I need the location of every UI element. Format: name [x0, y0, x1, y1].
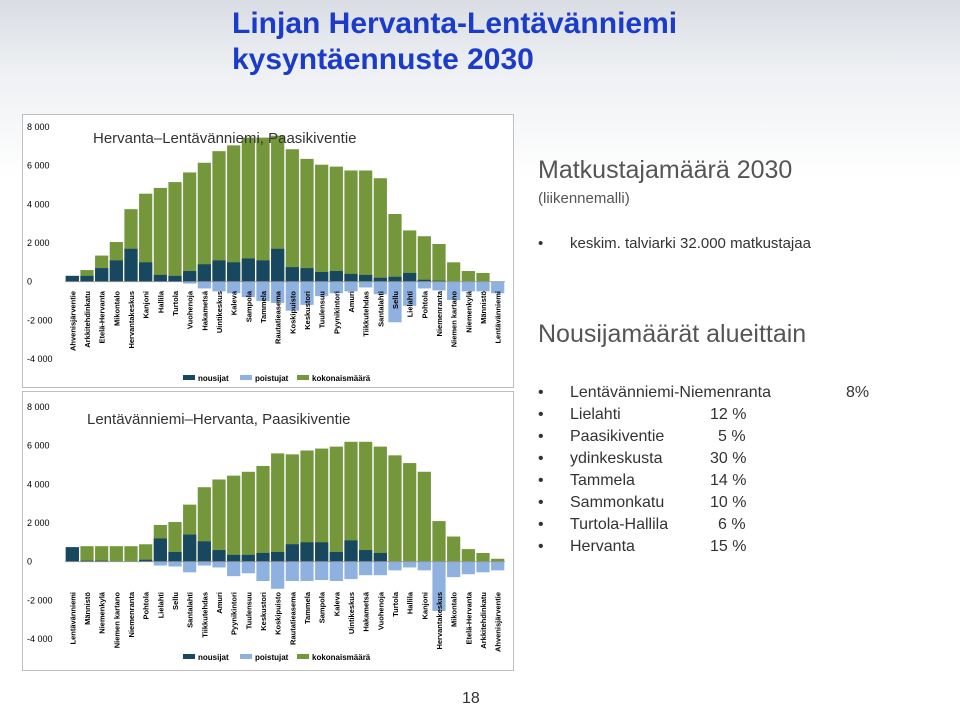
bar-nousijat — [286, 267, 299, 282]
bar-nousijat — [124, 249, 137, 282]
category-label: Ahvenisjärventie — [493, 592, 503, 653]
bar-nousijat — [300, 268, 313, 282]
category-label: Lentävänniemi — [493, 290, 503, 344]
share-item — [538, 538, 771, 560]
bar-nousijat — [286, 544, 299, 561]
legend-label: nousijat — [198, 653, 229, 662]
bar-poistujat — [344, 562, 357, 579]
bar-kokonaismaara — [286, 149, 299, 281]
y-tick-label: 6 000 — [27, 160, 50, 171]
category-label: Amuri — [215, 592, 224, 614]
bar-nousijat — [154, 275, 167, 282]
bar-kokonaismaara — [154, 188, 167, 282]
legend-swatch — [183, 375, 195, 380]
share-item-name: Turtola-Hallila — [570, 516, 669, 533]
bar-nousijat — [139, 262, 152, 281]
legend-swatch — [297, 375, 309, 380]
category-label: Rautatieasema — [288, 592, 298, 645]
chart-title: Hervanta–Lentävänniemi, Paasikiventie — [93, 130, 357, 147]
bar-poistujat — [271, 562, 284, 589]
category-label: Niemen kartano — [112, 592, 122, 649]
category-label: Tuulensuu — [317, 291, 327, 329]
bar-poistujat — [227, 562, 240, 577]
bar-nousijat — [168, 552, 181, 562]
share-item — [538, 384, 870, 406]
category-label: Niemenranta — [435, 291, 444, 337]
category-label: Sampola — [317, 592, 327, 624]
category-label: Koskipuisto — [288, 291, 298, 334]
category-label: Turtola — [391, 592, 400, 617]
bar-poistujat — [242, 562, 255, 574]
bar-nousijat — [227, 555, 240, 562]
legend-label: nousijat — [198, 374, 229, 383]
bar-kokonaismaara — [168, 182, 181, 282]
share-item-name: Hervanta — [570, 538, 635, 555]
y-tick-label: 4 000 — [27, 199, 50, 210]
chart-svg-hervanta-lentavanniemi — [23, 115, 513, 387]
category-label: Kanjoni — [141, 291, 151, 319]
category-label: Santalahti — [376, 291, 386, 327]
category-label: Hervantakeskus — [435, 592, 444, 650]
bullet-dot-icon: • — [538, 472, 544, 489]
bar-poistujat — [447, 562, 460, 577]
bar-nousijat — [359, 275, 372, 282]
category-label: Arkkitehdinkatu — [83, 291, 92, 348]
bar-nousijat — [95, 268, 108, 282]
category-label: Niemenkylä — [97, 592, 107, 634]
category-label: Pohtola — [420, 291, 430, 319]
bar-poistujat — [212, 562, 225, 568]
bar-nousijat — [198, 264, 211, 281]
bar-kokonaismaara — [432, 244, 445, 282]
bar-nousijat — [256, 553, 269, 562]
bar-poistujat — [418, 562, 431, 571]
category-label: Vuohenoja — [185, 291, 195, 330]
bar-nousijat — [300, 542, 313, 561]
bar-kokonaismaara — [110, 546, 123, 561]
bullet-dot-icon: • — [538, 494, 544, 511]
boardings-share-list — [538, 384, 870, 560]
bar-nousijat — [80, 276, 93, 282]
bar-nousijat — [212, 550, 225, 562]
bar-poistujat — [300, 562, 313, 581]
bar-kokonaismaara — [447, 537, 460, 562]
bar-kokonaismaara — [344, 171, 357, 282]
bar-poistujat — [476, 282, 489, 292]
bar-nousijat — [374, 278, 387, 282]
bar-nousijat — [344, 540, 357, 561]
bar-kokonaismaara — [242, 472, 255, 562]
bullet-dot-icon: • — [538, 235, 544, 252]
category-label: Sellu — [391, 291, 400, 309]
category-label: Rautatieasema — [273, 291, 283, 344]
bar-poistujat — [462, 282, 475, 292]
share-item-value: 6 % — [718, 516, 746, 533]
bar-nousijat — [315, 272, 328, 282]
bar-poistujat — [315, 562, 328, 580]
bar-nousijat — [330, 552, 343, 562]
share-item — [538, 428, 771, 450]
bar-kokonaismaara — [388, 214, 401, 282]
bar-kokonaismaara — [124, 546, 137, 561]
legend-label: poistujat — [255, 653, 289, 662]
category-label: Pohtola — [141, 592, 151, 620]
share-item-value: 10 % — [710, 494, 747, 511]
bar-poistujat — [286, 562, 299, 581]
legend-swatch — [240, 654, 252, 659]
bar-kokonaismaara — [403, 463, 416, 562]
average-weekday-text: keskim. talviarki 32.000 matkustajaa — [570, 235, 811, 252]
y-tick-label: -2 000 — [27, 595, 53, 606]
category-label: Ahvenisjärventie — [68, 291, 78, 352]
bar-poistujat — [418, 282, 431, 289]
bar-nousijat — [330, 271, 343, 282]
bar-kokonaismaara — [476, 273, 489, 282]
bar-kokonaismaara — [359, 171, 372, 282]
bar-nousijat — [66, 547, 79, 562]
bar-kokonaismaara — [80, 546, 93, 561]
legend-label: kokonaismäärä — [312, 653, 371, 662]
category-label: Lentävänniemi — [68, 592, 78, 645]
category-label: Santalahti — [185, 592, 195, 628]
category-label: Sampola — [244, 291, 254, 323]
bar-poistujat — [198, 562, 211, 566]
bar-nousijat — [271, 249, 284, 282]
bar-poistujat — [432, 282, 445, 291]
bar-nousijat — [168, 276, 181, 282]
category-label: Mikontalo — [112, 291, 122, 326]
bar-nousijat — [110, 260, 123, 281]
bar-nousijat — [271, 552, 284, 562]
category-label: Hervantakeskus — [127, 291, 136, 349]
chart-svg-lentavanniemi-hervanta — [23, 392, 513, 670]
bar-nousijat — [198, 541, 211, 561]
bar-nousijat — [256, 260, 269, 281]
chart-title: Lentävänniemi–Hervanta, Paasikiventie — [87, 411, 351, 428]
category-label: Lielahti — [156, 592, 166, 619]
bar-kokonaismaara — [491, 559, 504, 562]
bar-kokonaismaara — [95, 546, 108, 561]
bar-poistujat — [476, 562, 489, 573]
y-tick-label: 8 000 — [27, 122, 50, 132]
bar-kokonaismaara — [462, 271, 475, 282]
category-label: Keskustori — [259, 592, 268, 631]
y-tick-label: -2 000 — [27, 315, 53, 326]
bar-poistujat — [403, 562, 416, 568]
bar-poistujat — [330, 562, 343, 581]
bar-poistujat — [256, 562, 269, 581]
share-item — [538, 494, 771, 516]
category-label: Kanjoni — [420, 592, 430, 620]
bar-poistujat — [183, 562, 196, 573]
share-item-value: 15 % — [710, 538, 747, 555]
y-tick-label: 0 — [27, 276, 33, 287]
bar-nousijat — [403, 273, 416, 282]
passenger-count-heading: Matkustajamäärä 2030 — [538, 156, 793, 184]
bar-kokonaismaara — [432, 521, 445, 562]
category-label: Kaleva — [229, 291, 239, 316]
category-label: Tammela — [259, 291, 268, 323]
legend-label: poistujat — [255, 374, 289, 383]
bar-kokonaismaara — [271, 453, 284, 561]
category-label: Arkkitehdinkatu — [479, 592, 488, 649]
bar-kokonaismaara — [374, 447, 387, 562]
bar-nousijat — [315, 542, 328, 561]
average-weekday-bullet — [538, 235, 811, 252]
category-label: Männistö — [83, 592, 92, 625]
bar-nousijat — [344, 274, 357, 282]
slide-title — [232, 6, 832, 78]
bar-poistujat — [388, 562, 401, 571]
chart-lentavanniemi-hervanta — [22, 391, 514, 671]
share-item — [538, 406, 771, 428]
bullet-dot-icon: • — [538, 428, 544, 445]
bar-kokonaismaara — [476, 553, 489, 562]
bar-kokonaismaara — [418, 472, 431, 562]
bar-kokonaismaara — [462, 549, 475, 562]
bar-nousijat — [388, 277, 401, 282]
bar-nousijat — [242, 555, 255, 562]
bar-poistujat — [359, 282, 372, 288]
bullet-dot-icon: • — [538, 384, 544, 401]
y-tick-label: 2 000 — [27, 238, 50, 248]
bar-nousijat — [242, 258, 255, 281]
bullet-dot-icon: • — [538, 450, 544, 467]
category-label: Pyynikintori — [229, 592, 239, 635]
bar-poistujat — [154, 562, 167, 566]
y-tick-label: 8 000 — [27, 402, 50, 412]
share-item-name: Sammonkatu — [570, 494, 665, 511]
bar-kokonaismaara — [447, 262, 460, 281]
category-label: Tuulensuu — [244, 592, 254, 630]
category-label: Etelä-Hervanta — [97, 291, 107, 344]
bar-poistujat — [198, 282, 211, 289]
share-item-name: Lentävänniemi-Niemenranta — [570, 384, 771, 401]
category-label: Niemen kartano — [449, 291, 459, 348]
category-label: Uintikeskus — [347, 592, 356, 635]
category-label: Tiikkutehdas — [361, 291, 371, 337]
category-label: Niemenranta — [127, 592, 136, 638]
category-label: Keskustori — [303, 291, 312, 330]
bar-kokonaismaara — [256, 466, 269, 562]
bar-poistujat — [462, 562, 475, 575]
bar-kokonaismaara — [330, 447, 343, 562]
bar-poistujat — [212, 282, 225, 292]
y-tick-label: 6 000 — [27, 440, 50, 451]
y-tick-label: 2 000 — [27, 518, 50, 528]
category-label: Lielahti — [405, 291, 415, 318]
category-label: Sellu — [171, 592, 180, 610]
bar-kokonaismaara — [359, 442, 372, 562]
bar-kokonaismaara — [227, 476, 240, 562]
bar-kokonaismaara — [198, 163, 211, 282]
share-item-name: Paasikiventie — [570, 428, 665, 445]
share-item-value: 5 % — [718, 428, 746, 445]
share-item-name: Lielahti — [570, 406, 621, 423]
bar-poistujat — [344, 282, 357, 292]
legend-swatch — [183, 654, 195, 659]
category-label: Mikontalo — [449, 592, 459, 627]
category-label: Vuohenoja — [376, 592, 386, 631]
slide-title-line2: kysyntäennuste 2030 — [232, 43, 534, 76]
page-number: 18 — [462, 690, 480, 707]
share-item-value: 8% — [846, 384, 870, 401]
bar-nousijat — [183, 271, 196, 282]
bar-nousijat — [374, 553, 387, 562]
bar-kokonaismaara — [374, 178, 387, 281]
bar-kokonaismaara — [227, 145, 240, 281]
y-tick-label: 4 000 — [27, 479, 50, 490]
bar-kokonaismaara — [300, 159, 313, 282]
bar-poistujat — [168, 562, 181, 567]
legend-label: kokonaismäärä — [312, 374, 371, 383]
share-item — [538, 516, 771, 538]
bar-kokonaismaara — [418, 236, 431, 281]
bar-nousijat — [359, 550, 372, 562]
category-label: Hakametsä — [361, 592, 371, 632]
share-item-value: 12 % — [710, 406, 747, 423]
bar-kokonaismaara — [212, 480, 225, 562]
category-label: Männistö — [479, 291, 488, 324]
bar-nousijat — [227, 262, 240, 281]
category-label: Koskipuisto — [273, 592, 283, 635]
share-item-value: 30 % — [710, 450, 747, 467]
y-tick-label: 0 — [27, 556, 33, 567]
bullet-dot-icon: • — [538, 538, 544, 555]
passenger-count-subheading: (liikennemalli) — [538, 190, 630, 207]
category-label: Niemenkylä — [464, 291, 474, 333]
category-label: Etelä-Hervanta — [464, 592, 474, 645]
category-label: Pyynikintori — [332, 291, 342, 334]
share-item-name: Tammela — [570, 472, 635, 489]
legend-swatch — [240, 375, 252, 380]
category-label: Turtola — [171, 291, 180, 316]
bar-nousijat — [212, 260, 225, 281]
slide-title-line1: Linjan Hervanta-Lentävänniemi — [232, 7, 678, 40]
bar-kokonaismaara — [183, 172, 196, 281]
share-item-value: 14 % — [710, 472, 747, 489]
category-label: Amuri — [347, 291, 356, 313]
bar-nousijat — [154, 538, 167, 561]
share-item — [538, 450, 771, 472]
bar-kokonaismaara — [256, 138, 269, 282]
category-label: Kaleva — [332, 592, 342, 617]
y-tick-label: -4 000 — [27, 634, 53, 644]
bar-poistujat — [491, 562, 504, 571]
bar-kokonaismaara — [330, 167, 343, 282]
share-item — [538, 472, 771, 494]
y-tick-label: -4 000 — [27, 354, 53, 364]
chart-hervanta-lentavanniemi — [22, 114, 514, 388]
category-label: Tammela — [303, 592, 312, 624]
category-label: Uintikeskus — [215, 291, 224, 334]
category-label: Hallila — [156, 291, 166, 314]
bar-kokonaismaara — [388, 455, 401, 561]
bar-kokonaismaara — [139, 544, 152, 561]
boardings-by-area-heading: Nousijamäärät alueittain — [538, 320, 807, 348]
category-label: Tiikkutehdas — [200, 592, 210, 638]
category-label: Hakametsä — [200, 291, 210, 331]
category-label: Hallila — [405, 592, 415, 615]
bar-nousijat — [66, 276, 79, 282]
bar-poistujat — [374, 562, 387, 576]
legend-swatch — [297, 654, 309, 659]
bar-kokonaismaara — [315, 165, 328, 282]
bullet-dot-icon: • — [538, 406, 544, 423]
bar-poistujat — [359, 562, 372, 576]
share-item-name: ydinkeskusta — [570, 450, 663, 467]
bullet-dot-icon: • — [538, 516, 544, 533]
bar-nousijat — [183, 535, 196, 562]
